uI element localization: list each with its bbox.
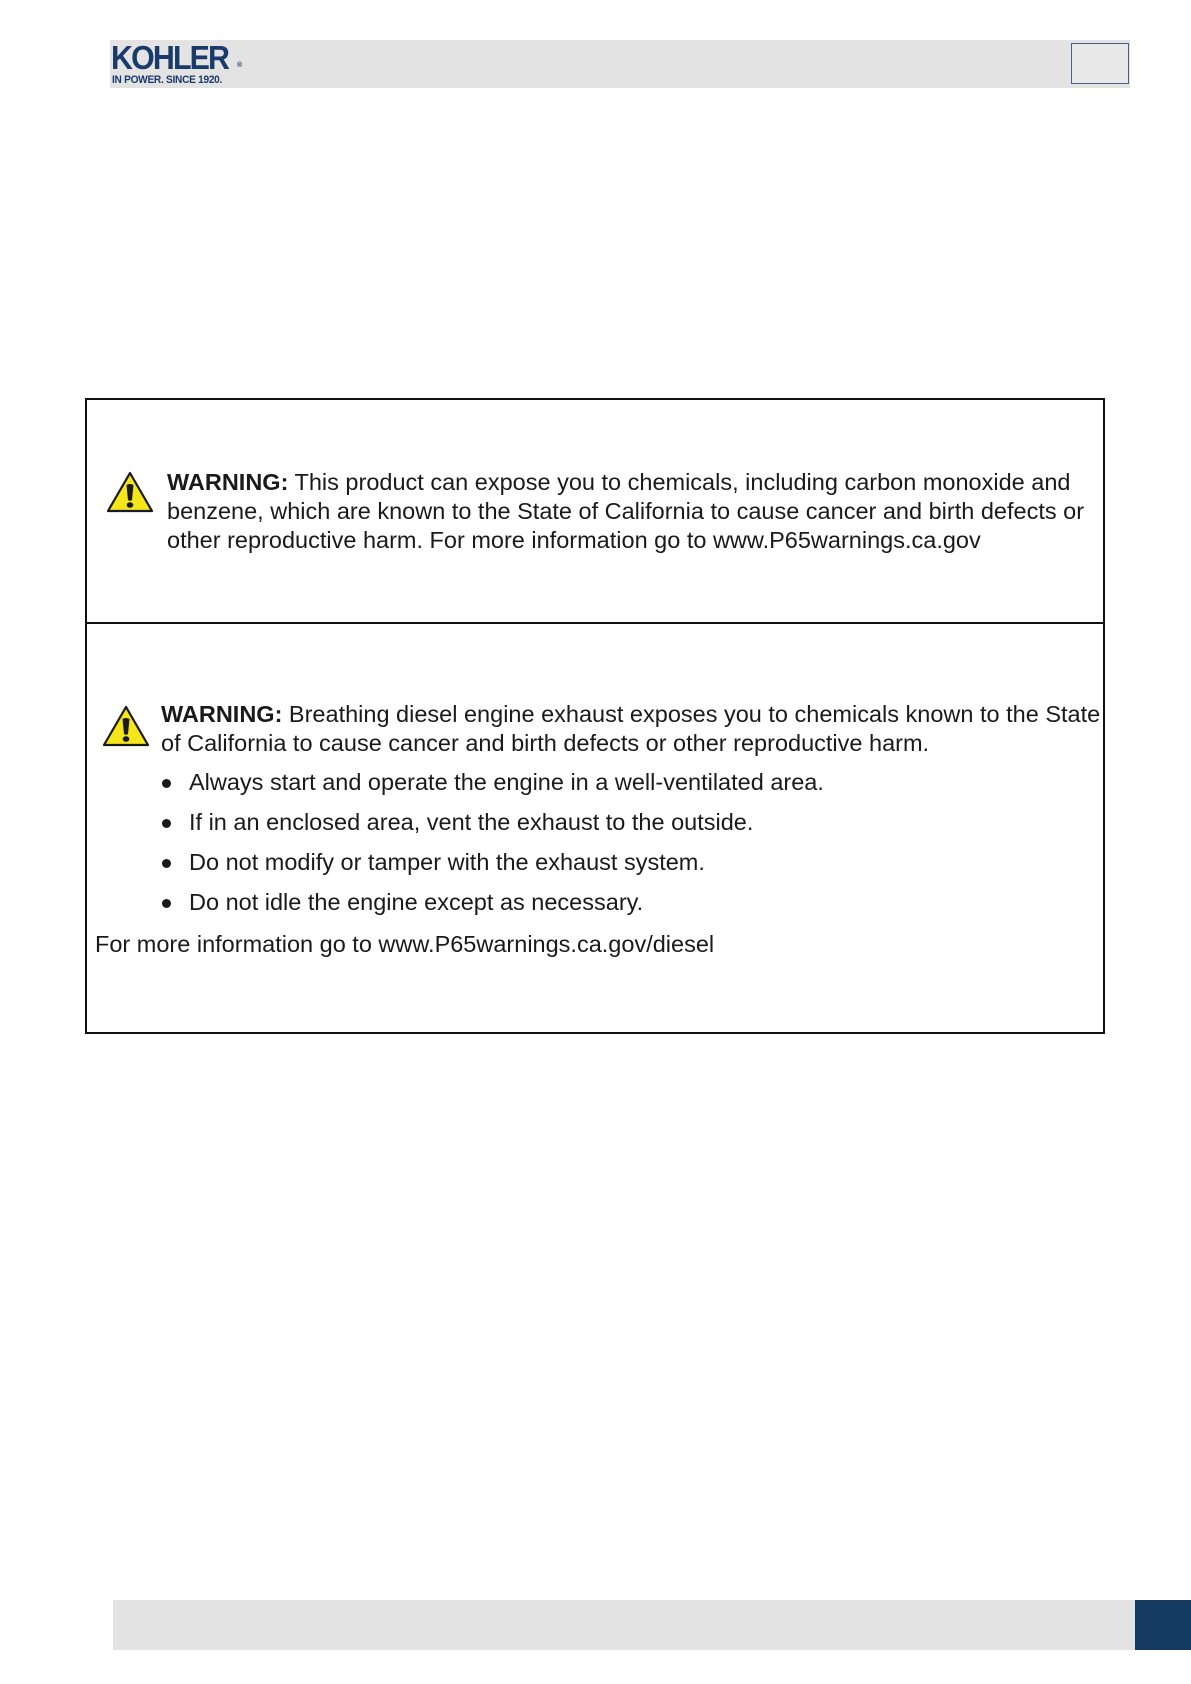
list-item: If in an enclosed area, vent the exhaust to the outside. bbox=[161, 808, 824, 837]
header-page-box bbox=[1071, 43, 1129, 84]
exhaust-bullet-list bbox=[161, 768, 824, 928]
logo-tagline: IN POWER. SINCE 1920. bbox=[112, 74, 223, 86]
warning-table bbox=[85, 398, 1105, 1034]
warning-2-text bbox=[161, 700, 1101, 758]
table-divider bbox=[87, 622, 1103, 624]
footer-bar bbox=[113, 1600, 1135, 1650]
footer-accent-tab bbox=[1135, 1600, 1191, 1650]
warning-triangle-icon bbox=[101, 704, 151, 748]
warning-1-label: WARNING: bbox=[167, 469, 289, 495]
list-item: Do not modify or tamper with the exhaust system. bbox=[161, 848, 824, 877]
kohler-logo bbox=[111, 40, 251, 88]
warning-triangle-icon bbox=[105, 470, 155, 514]
logo-registered-mark: ® bbox=[237, 62, 243, 69]
warning-1-text bbox=[167, 468, 1107, 555]
warning-2-label: WARNING: bbox=[161, 701, 283, 727]
warning-1-body: This product can expose you to chemicals, including carbon monoxide and benzene, which are known to the State of California to cause cancer and birth defects or other reproductive harm. For more information go to www.P65warnings.ca.gov bbox=[167, 469, 1085, 553]
list-item: Always start and operate the engine in a well-ventilated area. bbox=[161, 768, 824, 797]
warning-2-more-info: For more information go to www.P65warnings.ca.gov/diesel bbox=[95, 931, 715, 957]
header-bar bbox=[110, 40, 1130, 88]
list-item: Do not idle the engine except as necessary. bbox=[161, 888, 824, 917]
logo-wordmark: KOHLER bbox=[111, 39, 229, 76]
warning-2-body: Breathing diesel engine exhaust exposes you to chemicals known to the State of California to cause cancer and birth defects or other reproductive harm. bbox=[161, 701, 1101, 756]
